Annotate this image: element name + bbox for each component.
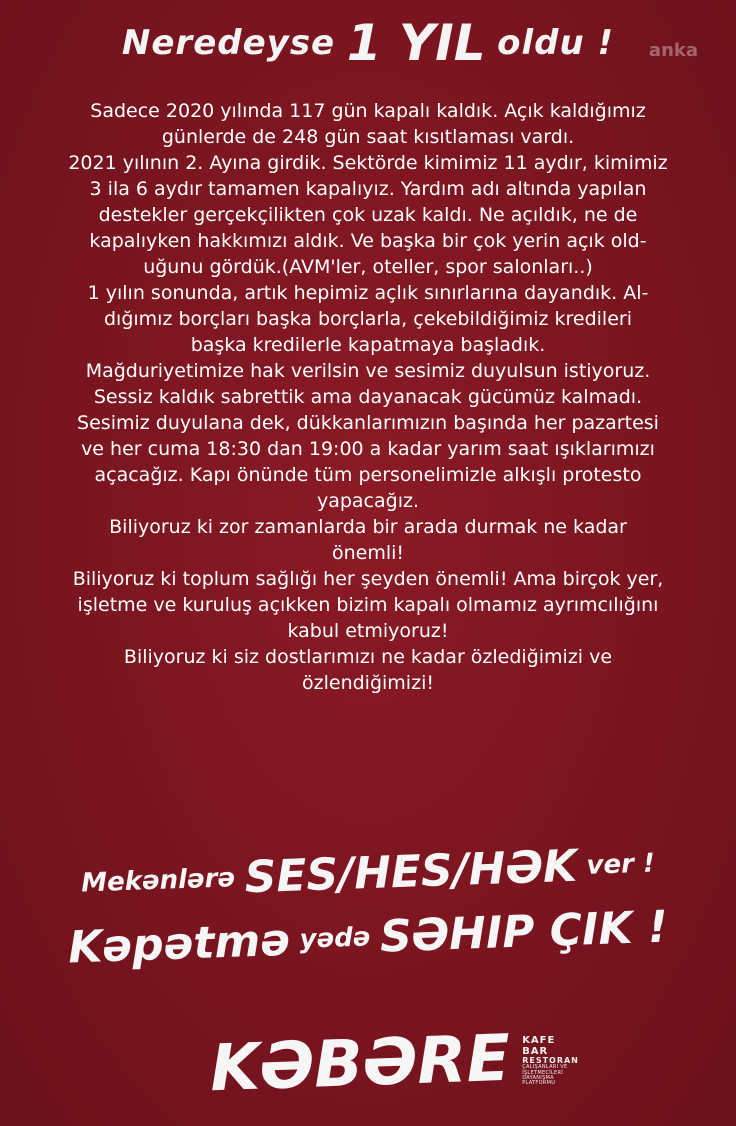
logo-restoran: RESTORAN — [522, 1056, 579, 1065]
statement-line: dığımız borçları başka borçlarla, çekebildiğimiz kredileri — [103, 308, 632, 330]
slogan-line-1 — [0, 835, 736, 912]
kabare-logo — [208, 1021, 579, 1107]
statement-line: Sessiz kaldık sabrettik ama dayanacak gücümüz kalmadı. — [93, 386, 643, 408]
slogan-2-emphasis: SƏHIP ÇIK ! — [379, 901, 669, 963]
title-part-1: Neredeyse — [121, 23, 336, 63]
watermark: anka — [648, 40, 698, 61]
logo-wordmark: KƏBƏRE — [208, 1021, 512, 1107]
logo-bar: BAR — [522, 1045, 549, 1057]
title-part-2: 1 YIL — [346, 14, 486, 72]
statement-line: önemli! — [331, 542, 405, 564]
poster-title — [0, 14, 736, 72]
slogan-2-word-1: Kəpətmə — [67, 914, 291, 974]
statement-line: 3 ila 6 aydır tamamen kapalıyız. Yardım adı altında yapılan — [89, 178, 647, 200]
logo-small-3: DAYANIŞMA — [522, 1074, 554, 1081]
statement-line: 2021 yılının 2. Ayına girdik. Sektörde kimimiz 11 aydır, kimimiz — [68, 152, 668, 174]
statement-line: başka kredilerle kapatmaya başladık. — [190, 334, 546, 356]
logo-small-1: ÇALIŞANLARI VE — [522, 1064, 568, 1071]
statement-line: destekler gerçekçilikten çok uzak kaldı. Ne açıldık, ne de — [98, 204, 638, 226]
logo-small-2: İŞLETMECİLERİ — [522, 1069, 564, 1076]
statement-line: Mağduriyetimize hak verilsin ve sesimiz duyulsun istiyoruz. — [85, 360, 651, 382]
statement-text — [20, 98, 716, 696]
statement-line: Biliyoruz ki siz dostlarımızı ne kadar özlediğimizi ve — [123, 646, 613, 668]
statement-line: ve her cuma 18:30 dan 19:00 a kadar yarım saat ışıklarımızı — [81, 438, 655, 460]
statement-line: uğunu gördük.(AVM'ler, oteller, spor salonları..) — [143, 256, 593, 278]
statement-line: Biliyoruz ki zor zamanlarda bir arada durmak ne kadar — [109, 516, 627, 538]
slogan-1-prefix: Mekənlərə — [80, 863, 236, 899]
statement-line: Sesimiz duyulana dek, dükkanlarımızın başında her pazartesi — [77, 412, 659, 434]
slogan-1-suffix: ver ! — [585, 848, 656, 881]
statement-line: Biliyoruz ki toplum sağlığı her şeyden önemli! Ama birçok yer, — [72, 568, 664, 590]
statement-line: açacağız. Kapı önünde tüm personelimizle alkışlı protesto — [94, 464, 642, 486]
statement-line: kabul etmiyoruz! — [287, 620, 449, 642]
statement-line: Sadece 2020 yılında 117 gün kapalı kaldık. Açık kaldığımız — [90, 100, 646, 122]
logo-kafe: KAFE — [522, 1035, 556, 1046]
statement-line: 1 yılın sonunda, artık hepimiz açlık sınırlarına dayandık. Al- — [87, 282, 649, 304]
statement-line: işletme ve kuruluş açıkken bizim kapalı olmamız ayrımcılığını — [77, 594, 659, 616]
logo-small-4: PLATFORMU — [522, 1080, 556, 1087]
slogan-line-2 — [0, 899, 736, 976]
statement-line: özlendiğimizi! — [302, 672, 434, 694]
slogan-1-emphasis: SES/HES/HƏK — [243, 840, 578, 904]
slogan-2-connector: yədə — [299, 922, 371, 955]
statement-line: yapacağız. — [316, 490, 420, 512]
title-part-3: oldu ! — [497, 23, 615, 63]
statement-line: kapalıyken hakkımızı aldık. Ve başka bir çok yerin açık old- — [89, 230, 647, 252]
logo-subtitle — [522, 1036, 579, 1086]
statement-line: günlerde de 248 gün saat kısıtlaması vardı. — [161, 126, 575, 148]
